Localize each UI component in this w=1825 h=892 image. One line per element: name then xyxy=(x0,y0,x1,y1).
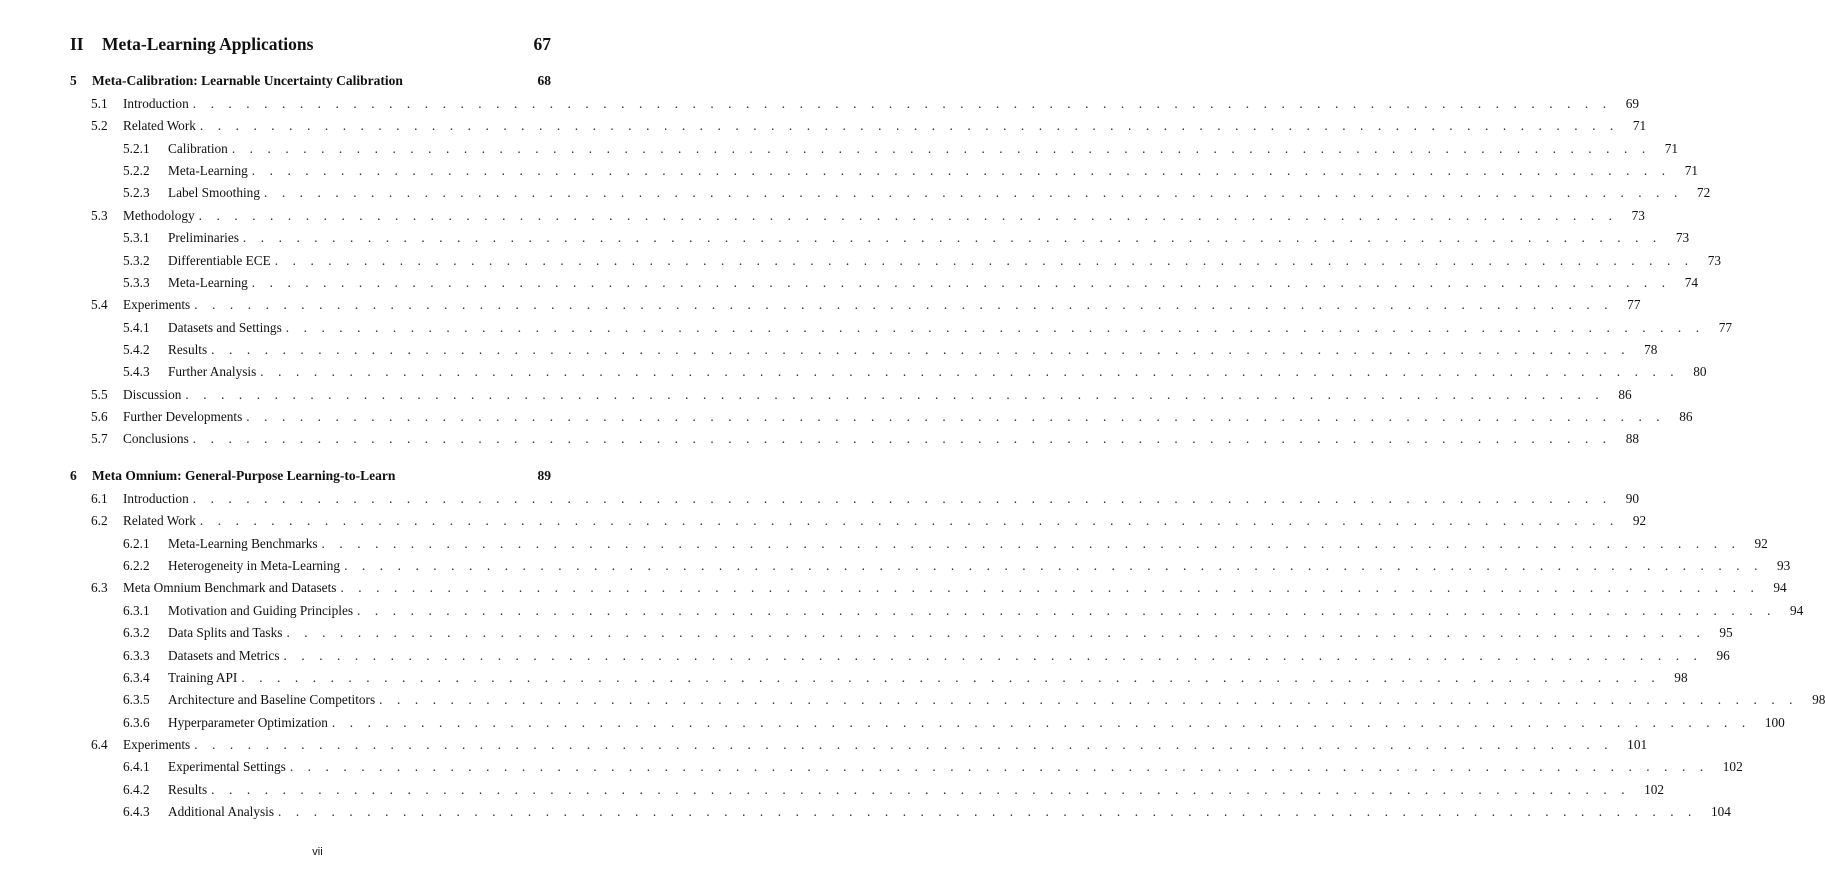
chapter-number: 6 xyxy=(70,468,77,483)
dot-leader: . . . . . . . . . . . . . . . . . . . . . . . . . . . . . . . . . . . . . . . . . . . . . . . . . . . . . . . . . . . . . . . . . . . . . . . . . . . . . . . . xyxy=(274,252,1694,268)
entry-page: 92 xyxy=(1754,535,1768,551)
entry-page: 88 xyxy=(1625,431,1640,447)
toc-section-entry[interactable] xyxy=(0,207,1645,228)
entry-title: Meta-Learning xyxy=(168,163,248,179)
toc-section-entry[interactable] xyxy=(0,431,1640,451)
entry-page: 98 xyxy=(1812,692,1825,708)
dot-leader: . . . . . . . . . . . . . . . . . . . . . . . . . . . . . . . . . . . . . . . . . . . . . . . . . . . . . . . . . . . . . . . . . . . . . . . . . . . . . . . . xyxy=(344,558,1764,573)
entry-title: Meta-Learning xyxy=(168,274,248,290)
entry-page: 100 xyxy=(1764,714,1785,730)
entry-page: 92 xyxy=(1632,513,1647,529)
entry-title: Motivation and Guiding Principles xyxy=(168,602,354,618)
toc-subsection-entry[interactable] xyxy=(0,558,1791,578)
dot-leader: . . . . . . . . . . . . . . . . . . . . . . . . . . . . . . . . . . . . . . . . . . . . . . . . . . . . . . . . . . . . . . . . . . . . . . . . . . . . . . . . xyxy=(199,118,1619,134)
toc-section-entry[interactable] xyxy=(0,118,1647,138)
dot-leader: . . . . . . . . . . . . . . . . . . . . . . . . . . . . . . . . . . . . . . . . . . . . . . . . . . . . . . . . . . . . . . . . . . . . . . . . . . . . . . . . xyxy=(199,513,1619,529)
entry-number: 6.4.2 xyxy=(123,781,150,797)
entry-page: 77 xyxy=(1718,319,1732,335)
entry-title: Related Work xyxy=(123,513,196,529)
entry-number: 6.3.1 xyxy=(123,602,150,618)
dot-leader: . . . . . . . . . . . . . . . . . . . . . . . . . . . . . . . . . . . . . . . . . . . . . . . . . . . . . . . . . . . . . . . . . . . . . . . . . . . . . . . . xyxy=(242,230,1662,246)
entry-number: 5.2 xyxy=(91,118,108,134)
chapter-page: 89 xyxy=(537,468,551,483)
entry-number: 6.3.4 xyxy=(123,669,150,685)
part-page: 67 xyxy=(533,34,551,54)
chapter-heading[interactable] xyxy=(70,468,551,488)
dot-leader: . . . . . . . . . . . . . . . . . . . . . . . . . . . . . . . . . . . . . . . . . . . . . . . . . . . . . . . . . . . . . . . . . . . . . . . . . . . . . . . . xyxy=(357,602,1776,618)
dot-leader: . . . . . . . . . . . . . . . . . . . . . . . . . . . . . . . . . . . . . . . . . . . . . . . . . . . . . . . . . . . . . . . . . . . . . . . . . . . . . . . . xyxy=(331,714,1751,730)
entry-page: 90 xyxy=(1625,491,1639,506)
toc-subsection-entry[interactable] xyxy=(0,319,1732,340)
entry-page: 96 xyxy=(1716,647,1730,663)
entry-number: 6.3 xyxy=(91,580,108,596)
entry-number: 5.4.2 xyxy=(123,341,150,357)
entry-page: 94 xyxy=(1790,602,1804,618)
entry-page: 73 xyxy=(1631,207,1645,223)
dot-leader: . . . . . . . . . . . . . . . . . . . . . . . . . . . . . . . . . . . . . . . . . . . . . . . . . . . . . . . . . . . . . . . . . . . . . . . . . . . . . . . . xyxy=(211,781,1631,797)
part-title: Meta-Learning Applications xyxy=(102,34,314,54)
entry-page: 86 xyxy=(1679,408,1693,424)
entry-page: 95 xyxy=(1719,625,1733,641)
toc-subsection-entry[interactable] xyxy=(0,714,1785,735)
entry-title: Further Analysis xyxy=(168,364,257,380)
toc-section-entry[interactable] xyxy=(0,513,1647,533)
entry-number: 6.3.6 xyxy=(123,714,150,730)
toc-subsection-entry[interactable] xyxy=(0,252,1722,273)
entry-number: 5.3.3 xyxy=(123,274,150,290)
entry-number: 5.4.1 xyxy=(123,319,150,335)
entry-number: 5.4.3 xyxy=(123,364,150,380)
entry-title: Experiments xyxy=(123,736,191,752)
entry-number: 6.3.5 xyxy=(123,692,150,708)
dot-leader: . . . . . . . . . . . . . . . . . . . . . . . . . . . . . . . . . . . . . . . . . . . . . . . . . . . . . . . . . . . . . . . . . . . . . . . . . . . . . . . . xyxy=(321,535,1741,551)
toc-section-entry[interactable] xyxy=(0,297,1641,317)
entry-number: 5.2.2 xyxy=(123,163,150,179)
entry-number: 5.3 xyxy=(91,207,108,223)
toc-subsection-entry[interactable] xyxy=(0,759,1743,779)
dot-leader: . . . . . . . . . . . . . . . . . . . . . . . . . . . . . . . . . . . . . . . . . . . . . . . . . . . . . . . . . . . . . . . . . . . . . . . . . . . . . . . . xyxy=(260,364,1680,380)
entry-title: Experiments xyxy=(123,297,191,313)
part-number: II xyxy=(70,34,84,54)
dot-leader: . . . . . . . . . . . . . . . . . . . . . . . . . . . . . . . . . . . . . . . . . . . . . . . . . . . . . . . . . . . . . . . . . . . . . . . . . . . . . . . . xyxy=(198,207,1618,223)
entry-number: 6.1 xyxy=(91,491,108,506)
entry-number: 6.4.3 xyxy=(123,803,150,819)
entry-number: 5.5 xyxy=(91,386,108,402)
toc-section-entry[interactable] xyxy=(0,408,1693,429)
entry-page: 73 xyxy=(1707,252,1722,268)
entry-title: Hyperparameter Optimization xyxy=(168,714,328,730)
entry-title: Methodology xyxy=(123,207,195,223)
toc-section-entry[interactable] xyxy=(0,736,1648,757)
entry-page: 72 xyxy=(1696,185,1711,201)
chapter-page: 68 xyxy=(537,73,551,88)
entry-page: 78 xyxy=(1644,341,1658,357)
dot-leader: . . . . . . . . . . . . . . . . . . . . . . . . . . . . . . . . . . . . . . . . . . . . . . . . . . . . . . . . . . . . . . . . . . . . . . . . . . . . . . . . xyxy=(194,736,1614,752)
toc-section-entry[interactable] xyxy=(0,491,1639,511)
dot-leader: . . . . . . . . . . . . . . . . . . . . . . . . . . . . . . . . . . . . . . . . . . . . . . . . . . . . . . . . . . . . . . . . . . . . . . . . . . . . . . . . xyxy=(379,692,1799,708)
entry-title: Calibration xyxy=(168,140,228,156)
entry-title: Differentiable ECE xyxy=(168,252,271,268)
toc-section-entry[interactable] xyxy=(0,96,1639,116)
entry-title: Related Work xyxy=(123,118,196,134)
entry-title: Additional Analysis xyxy=(168,803,275,819)
dot-leader: . . . . . . . . . . . . . . . . . . . . . . . . . . . . . . . . . . . . . . . . . . . . . . . . . . . . . . . . . . . . . . . . . . . . . . . . . . . . . . . . xyxy=(192,431,1612,447)
dot-leader: . . . . . . . . . . . . . . . . . . . . . . . . . . . . . . . . . . . . . . . . . . . . . . . . . . . . . . . . . . . . . . . . . . . . . . . . . . . . . . . . xyxy=(192,491,1612,506)
entry-number: 6.4.1 xyxy=(123,759,150,775)
dot-leader: . . . . . . . . . . . . . . . . . . . . . . . . . . . . . . . . . . . . . . . . . . . . . . . . . . . . . . . . . . . . . . . . . . . . . . . . . . . . . . . . xyxy=(286,625,1706,641)
entry-page: 73 xyxy=(1675,230,1690,246)
entry-title: Datasets and Settings xyxy=(168,319,282,335)
entry-title: Training API xyxy=(168,669,238,685)
toc-subsection-entry[interactable] xyxy=(0,364,1707,384)
toc-subsection-entry[interactable] xyxy=(0,185,1711,205)
dot-leader: . . . . . . . . . . . . . . . . . . . . . . . . . . . . . . . . . . . . . . . . . . . . . . . . . . . . . . . . . . . . . . . . . . . . . . . . . . . . . . . . xyxy=(283,647,1703,663)
entry-title: Data Splits and Tasks xyxy=(168,625,283,641)
page-number: vii xyxy=(312,846,323,858)
entry-title: Architecture and Baseline Competitors xyxy=(168,692,376,708)
entry-page: 74 xyxy=(1684,274,1698,290)
entry-page: 94 xyxy=(1773,580,1787,596)
dot-leader: . . . . . . . . . . . . . . . . . . . . . . . . . . . . . . . . . . . . . . . . . . . . . . . . . . . . . . . . . . . . . . . . . . . . . . . . . . . . . . . . xyxy=(246,408,1666,424)
toc-subsection-entry[interactable] xyxy=(0,669,1688,690)
entry-title: Experimental Settings xyxy=(168,759,286,775)
entry-number: 5.6 xyxy=(91,408,108,424)
entry-number: 5.3.1 xyxy=(123,230,150,246)
entry-number: 5.1 xyxy=(91,96,108,111)
dot-leader: . . . . . . . . . . . . . . . . . . . . . . . . . . . . . . . . . . . . . . . . . . . . . . . . . . . . . . . . . . . . . . . . . . . . . . . . . . . . . . . . xyxy=(211,341,1631,357)
entry-page: 77 xyxy=(1627,297,1641,313)
chapter-title: Meta Omnium: General-Purpose Learning-to-Learn xyxy=(92,468,396,483)
entry-page: 71 xyxy=(1632,118,1647,134)
toc-subsection-entry[interactable] xyxy=(0,274,1698,295)
entry-page: 101 xyxy=(1627,736,1648,752)
entry-title: Label Smoothing xyxy=(168,185,260,201)
entry-title: Results xyxy=(168,341,208,357)
toc-section-entry[interactable] xyxy=(0,580,1787,600)
entry-page: 71 xyxy=(1664,140,1679,156)
entry-page: 93 xyxy=(1777,558,1791,573)
toc-subsection-entry[interactable] xyxy=(0,803,1731,824)
entry-title: Preliminaries xyxy=(168,230,239,246)
entry-number: 6.2 xyxy=(91,513,108,529)
toc-subsection-entry[interactable] xyxy=(0,230,1690,250)
toc-section-entry[interactable] xyxy=(0,386,1632,407)
dot-leader: . . . . . . . . . . . . . . . . . . . . . . . . . . . . . . . . . . . . . . . . . . . . . . . . . . . . . . . . . . . . . . . . . . . . . . . . . . . . . . . . xyxy=(278,803,1697,819)
toc-subsection-entry[interactable] xyxy=(0,692,1825,712)
toc-subsection-entry[interactable] xyxy=(0,163,1698,183)
entry-title: Conclusions xyxy=(123,431,189,447)
entry-number: 6.4 xyxy=(91,736,108,752)
toc-subsection-entry[interactable] xyxy=(0,140,1679,161)
toc-subsection-entry[interactable] xyxy=(0,341,1658,362)
entry-number: 6.2.1 xyxy=(123,535,150,551)
entry-title: Discussion xyxy=(123,386,182,402)
dot-leader: . . . . . . . . . . . . . . . . . . . . . . . . . . . . . . . . . . . . . . . . . . . . . . . . . . . . . . . . . . . . . . . . . . . . . . . . . . . . . . . . xyxy=(340,580,1760,596)
dot-leader: . . . . . . . . . . . . . . . . . . . . . . . . . . . . . . . . . . . . . . . . . . . . . . . . . . . . . . . . . . . . . . . . . . . . . . . . . . . . . . . . xyxy=(251,274,1671,290)
dot-leader: . . . . . . . . . . . . . . . . . . . . . . . . . . . . . . . . . . . . . . . . . . . . . . . . . . . . . . . . . . . . . . . . . . . . . . . . . . . . . . . . xyxy=(241,669,1661,685)
toc-subsection-entry[interactable] xyxy=(0,625,1733,645)
entry-title: Introduction xyxy=(123,96,189,111)
entry-number: 5.2.1 xyxy=(123,140,150,156)
entry-title: Meta-Learning Benchmarks xyxy=(168,535,318,551)
dot-leader: . . . . . . . . . . . . . . . . . . . . . . . . . . . . . . . . . . . . . . . . . . . . . . . . . . . . . . . . . . . . . . . . . . . . . . . . . . . . . . . . xyxy=(192,96,1612,111)
entry-title: Datasets and Metrics xyxy=(168,647,280,663)
dot-leader: . . . . . . . . . . . . . . . . . . . . . . . . . . . . . . . . . . . . . . . . . . . . . . . . . . . . . . . . . . . . . . . . . . . . . . . . . . . . . . . . xyxy=(185,386,1605,402)
dot-leader: . . . . . . . . . . . . . . . . . . . . . . . . . . . . . . . . . . . . . . . . . . . . . . . . . . . . . . . . . . . . . . . . . . . . . . . . . . . . . . . . xyxy=(263,185,1683,201)
chapter-heading[interactable] xyxy=(70,73,551,93)
entry-title: Meta Omnium Benchmark and Datasets xyxy=(123,580,337,596)
entry-number: 5.4 xyxy=(91,297,108,313)
dot-leader: . . . . . . . . . . . . . . . . . . . . . . . . . . . . . . . . . . . . . . . . . . . . . . . . . . . . . . . . . . . . . . . . . . . . . . . . . . . . . . . . xyxy=(194,297,1614,313)
entry-title: Heterogeneity in Meta-Learning xyxy=(168,558,341,573)
entry-number: 5.3.2 xyxy=(123,252,150,268)
toc-subsection-entry[interactable] xyxy=(0,535,1768,556)
dot-leader: . . . . . . . . . . . . . . . . . . . . . . . . . . . . . . . . . . . . . . . . . . . . . . . . . . . . . . . . . . . . . . . . . . . . . . . . . . . . . . . . xyxy=(251,163,1671,179)
chapter-number: 5 xyxy=(70,73,77,88)
chapter-title: Meta-Calibration: Learnable Uncertainty Calibration xyxy=(92,73,403,88)
entry-page: 69 xyxy=(1625,96,1639,111)
entry-page: 102 xyxy=(1722,759,1743,775)
entry-number: 5.2.3 xyxy=(123,185,150,201)
entry-page: 71 xyxy=(1684,163,1698,179)
entry-number: 6.2.2 xyxy=(123,558,150,573)
toc-subsection-entry[interactable] xyxy=(0,781,1665,802)
dot-leader: . . . . . . . . . . . . . . . . . . . . . . . . . . . . . . . . . . . . . . . . . . . . . . . . . . . . . . . . . . . . . . . . . . . . . . . . . . . . . . . . xyxy=(289,759,1709,775)
entry-page: 98 xyxy=(1674,669,1688,685)
dot-leader: . . . . . . . . . . . . . . . . . . . . . . . . . . . . . . . . . . . . . . . . . . . . . . . . . . . . . . . . . . . . . . . . . . . . . . . . . . . . . . . . xyxy=(231,140,1651,156)
entry-number: 6.3.3 xyxy=(123,647,150,663)
entry-page: 86 xyxy=(1618,386,1632,402)
toc-subsection-entry[interactable] xyxy=(0,602,1804,623)
entry-title: Further Developments xyxy=(123,408,243,424)
entry-page: 104 xyxy=(1710,803,1731,819)
entry-number: 6.3.2 xyxy=(123,625,150,641)
entry-number: 5.7 xyxy=(91,431,108,447)
dot-leader: . . . . . . . . . . . . . . . . . . . . . . . . . . . . . . . . . . . . . . . . . . . . . . . . . . . . . . . . . . . . . . . . . . . . . . . . . . . . . . . . xyxy=(285,319,1705,335)
entry-title: Results xyxy=(168,781,208,797)
toc-subsection-entry[interactable] xyxy=(0,647,1730,668)
entry-page: 102 xyxy=(1644,781,1665,797)
part-heading xyxy=(70,34,551,58)
entry-title: Introduction xyxy=(123,491,189,506)
entry-page: 80 xyxy=(1693,364,1707,380)
